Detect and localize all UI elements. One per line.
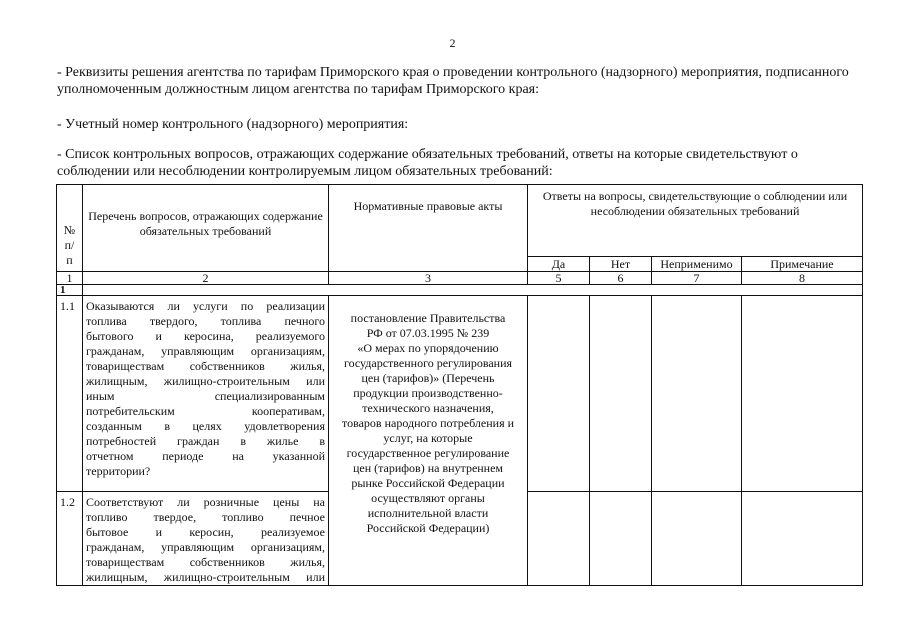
column-number: 5 [528, 272, 590, 285]
question-line: жилищным, жилищно-строительным или [86, 374, 325, 388]
header-answers: Ответы на вопросы, свидетельствующие о соблюдении или несоблюдении обязательных требований [528, 185, 863, 257]
header-row [57, 185, 863, 257]
question-line: территории? [86, 464, 151, 478]
norm-line: цен (тарифов) на внутреннем [352, 461, 504, 475]
paragraph-checklist-intro: - Список контрольных вопросов, отражающих содержание обязательных требований, ответы на которые свидетельствуют о соблюдении или несоблюдении контролируемым лицом обязательных требований: [57, 147, 798, 179]
section-row [57, 285, 863, 296]
question-line: гражданам, управляющим организациям, [86, 344, 325, 358]
question-cell [83, 492, 329, 586]
answer-no-cell[interactable] [590, 296, 652, 492]
question-cell [83, 296, 329, 492]
header-not-applicable: Неприменимо [652, 257, 742, 272]
answer-yes-cell[interactable] [528, 296, 590, 492]
question-line: топливо твердое, топливо печное [86, 510, 325, 524]
header-note: Примечание [742, 257, 863, 272]
column-number: 1 [57, 272, 83, 285]
question-line: товариществам собственников жилья, [86, 359, 325, 373]
question-line: потребительским кооперативам, [86, 404, 325, 418]
question-line: топлива твердого, топлива печного [86, 314, 325, 328]
column-number: 3 [329, 272, 528, 285]
norm-line: постановление Правительства [350, 311, 506, 325]
question-line: бытовое и керосин, реализуемое [86, 525, 325, 539]
norm-line: технического назначения, [362, 401, 494, 415]
norm-line: цен (тарифов)» (Перечень [361, 371, 495, 385]
answer-not-applicable-cell[interactable] [652, 492, 742, 586]
header-yes: Да [528, 257, 590, 272]
row-number: 1.2 [57, 492, 83, 586]
paragraph-decision-details: - Реквизиты решения агентства по тарифам Приморского края о проведении контрольного (надзорного) мероприятия, подписанного уполномоченным должностным лицом агентства по тарифам Приморского края: [57, 65, 849, 97]
header-norms: Нормативные правовые акты [329, 185, 528, 272]
column-number: 7 [652, 272, 742, 285]
column-number-row [57, 272, 863, 285]
note-cell[interactable] [742, 296, 863, 492]
row-number: 1.1 [57, 296, 83, 492]
answer-not-applicable-cell[interactable] [652, 296, 742, 492]
header-no: Нет [590, 257, 652, 272]
column-number: 2 [83, 272, 329, 285]
question-line: отчетном периоде на указанной [86, 449, 325, 463]
column-number: 8 [742, 272, 863, 285]
question-line: Соответствуют ли розничные цены на [86, 495, 325, 509]
norm-line: услуг, на которые [383, 431, 473, 445]
note-cell[interactable] [742, 492, 863, 586]
question-line: гражданам, управляющим организациям, [86, 540, 325, 554]
page-number: 2 [449, 36, 456, 50]
header-questions: Перечень вопросов, отражающих содержание обязательных требований [83, 185, 329, 272]
answer-yes-cell[interactable] [528, 492, 590, 586]
checklist-table [56, 184, 863, 586]
norm-line: рынке Российской Федерации [351, 476, 505, 490]
norm-line: государственное регулирование [346, 446, 510, 460]
norm-line: Российской Федерации) [366, 521, 490, 535]
question-line: иным специализированным [86, 389, 325, 403]
question-line: созданным в целях удовлетворения [86, 419, 325, 433]
section-number: 1 [57, 285, 83, 296]
question-line: потребностей граждан в жилье в [86, 434, 325, 448]
norm-line: РФ от 07.03.1995 № 239 [366, 326, 490, 340]
answer-no-cell[interactable] [590, 492, 652, 586]
question-line: товариществам собственников жилья, [86, 555, 325, 569]
question-line: бытового и керосина, реализуемого [86, 329, 325, 343]
column-number: 6 [590, 272, 652, 285]
question-line: Оказываются ли услуги по реализации [86, 299, 325, 313]
norm-line: товаров народного потребления и [341, 416, 515, 430]
norms-cell [329, 296, 528, 586]
question-line: жилищным, жилищно-строительным или [86, 570, 325, 584]
norm-line: исполнительной власти [367, 506, 489, 520]
paragraph-registration-number: - Учетный номер контрольного (надзорного) мероприятия: [57, 117, 409, 132]
header-number: № п/ п [57, 185, 83, 272]
norm-line: продукции производственно- [353, 386, 503, 400]
section-title [83, 285, 863, 296]
norm-line: «О мерах по упорядочению [357, 341, 499, 355]
norm-line: осуществляют органы [371, 491, 485, 505]
table-row [57, 296, 863, 492]
norm-line: государственного регулирования [343, 356, 513, 370]
